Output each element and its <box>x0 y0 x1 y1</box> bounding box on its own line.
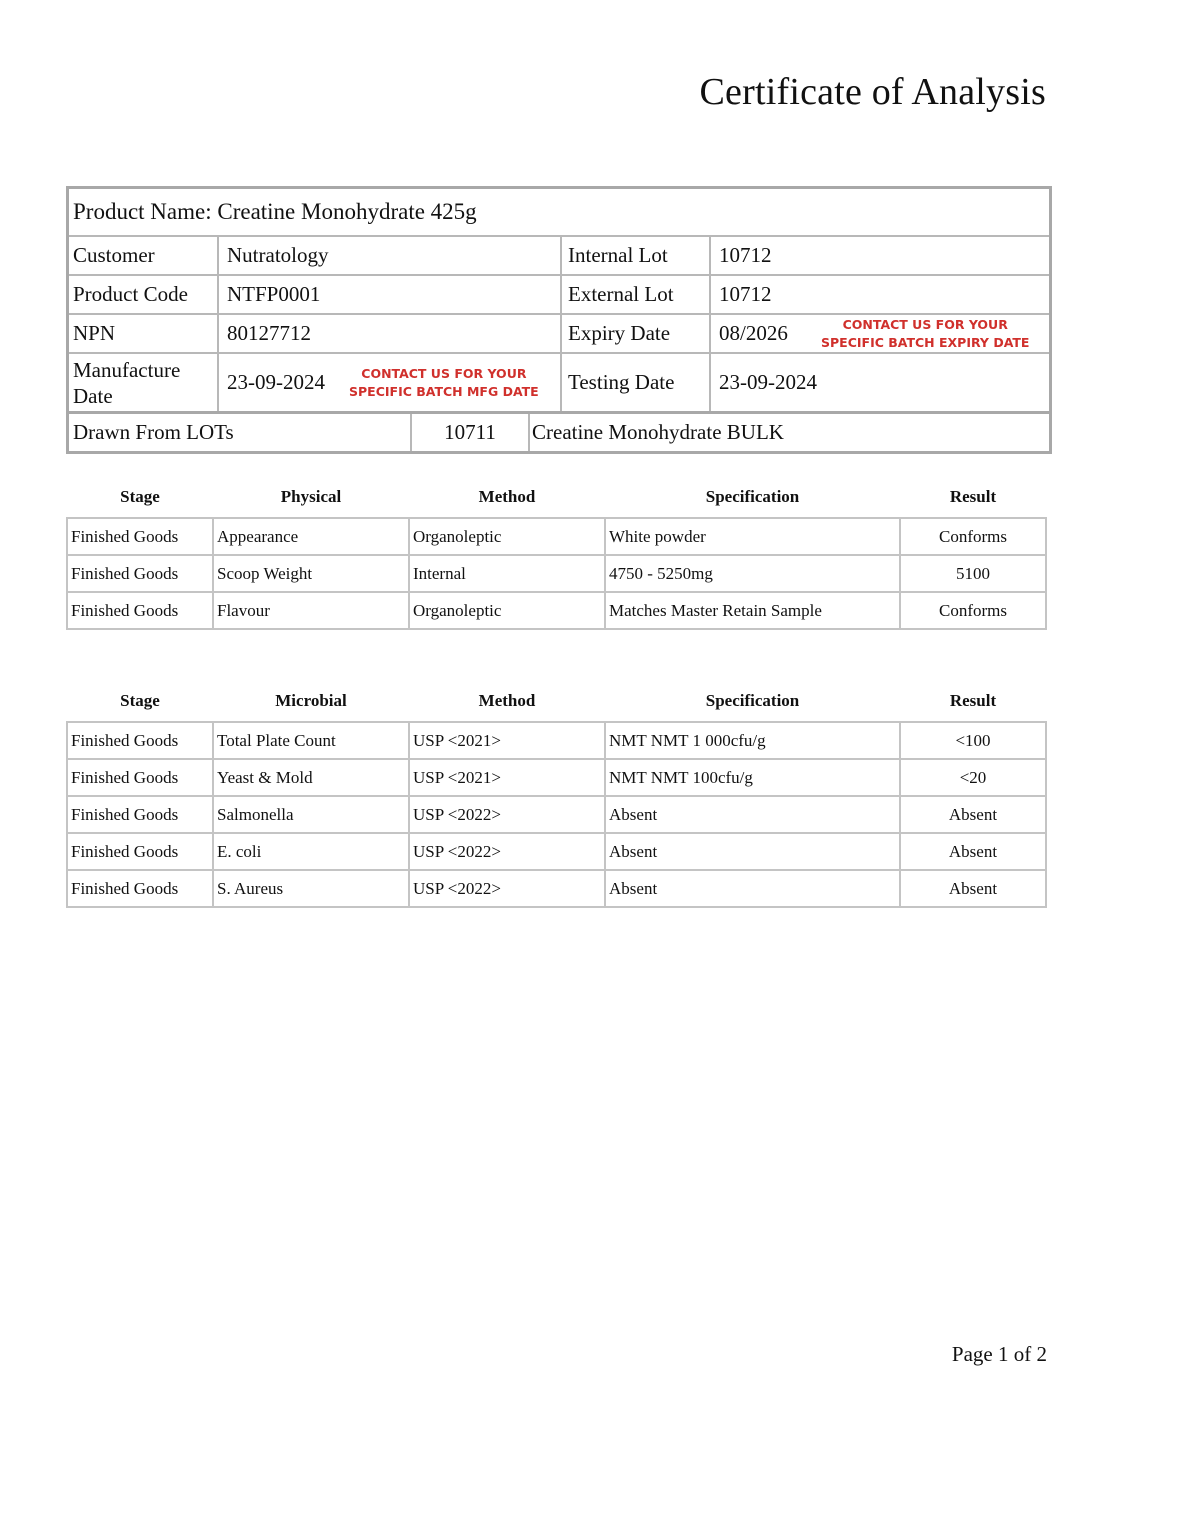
npn-value: 80127712 <box>217 315 560 352</box>
test-cell: Yeast & Mold <box>213 759 409 796</box>
col-header-microbial: Microbial <box>275 691 347 710</box>
drawn-lot-description: Creatine Monohydrate BULK <box>528 414 1049 451</box>
col-header-physical: Physical <box>280 487 342 506</box>
test-cell: Flavour <box>213 592 409 629</box>
result-cell: Absent <box>900 833 1046 870</box>
method-cell: USP <2021> <box>409 722 605 759</box>
specification-cell: 4750 - 5250mg <box>605 555 900 592</box>
col-header-specification: Specification <box>705 691 800 710</box>
specification-cell: Absent <box>605 870 900 907</box>
stage-cell: Finished Goods <box>67 833 213 870</box>
specification-cell: Absent <box>605 833 900 870</box>
result-cell: <100 <box>900 722 1046 759</box>
test-cell: Scoop Weight <box>213 555 409 592</box>
testing-date-label: Testing Date <box>560 354 709 411</box>
testing-date-value: 23-09-2024 <box>709 354 1049 411</box>
internal-lot-value: 10712 <box>709 237 1049 274</box>
test-cell: Total Plate Count <box>213 722 409 759</box>
drawn-from-label: Drawn From LOTs <box>73 420 234 444</box>
result-cell: Absent <box>900 870 1046 907</box>
product-code-label: Product Code <box>73 282 188 306</box>
table-row <box>67 796 1046 833</box>
specification-cell: NMT NMT 1 000cfu/g <box>605 722 900 759</box>
table-row <box>67 722 1046 759</box>
result-cell: Absent <box>900 796 1046 833</box>
expiry-note-line1: CONTACT US FOR YOUR <box>842 317 1008 332</box>
table-row <box>67 518 1046 555</box>
external-lot-value: 10712 <box>709 276 1049 313</box>
result-cell: <20 <box>900 759 1046 796</box>
product-info-table <box>66 186 1052 454</box>
manufacture-date-label: Manufacture Date <box>73 357 181 408</box>
table-row <box>67 833 1046 870</box>
result-cell: 5100 <box>900 555 1046 592</box>
method-cell: USP <2021> <box>409 759 605 796</box>
microbial-results-table <box>66 681 1047 908</box>
expiry-contact-note <box>821 316 1029 352</box>
col-header-result: Result <box>949 691 997 710</box>
product-code-value: NTFP0001 <box>217 276 560 313</box>
expiry-date-value: 08/2026 <box>719 321 788 345</box>
manufacture-date-value: 23-09-2024 <box>227 370 325 394</box>
specification-cell: Absent <box>605 796 900 833</box>
stage-cell: Finished Goods <box>67 759 213 796</box>
method-cell: Organoleptic <box>409 592 605 629</box>
external-lot-label: External Lot <box>560 276 709 313</box>
result-cell: Conforms <box>900 592 1046 629</box>
product-name: Product Name: Creatine Monohydrate 425g <box>73 199 477 224</box>
expiry-date-cell <box>709 315 1049 352</box>
product-name-row <box>69 189 1049 235</box>
test-cell: E. coli <box>213 833 409 870</box>
internal-lot-label: Internal Lot <box>560 237 709 274</box>
drawn-from-row <box>69 411 1049 451</box>
manufacture-date-cell <box>217 354 560 411</box>
info-row-npn <box>69 313 1049 352</box>
table-row <box>67 759 1046 796</box>
info-row-manufacture <box>69 352 1049 411</box>
col-header-method: Method <box>478 487 536 506</box>
expiry-date-label: Expiry Date <box>560 315 709 352</box>
expiry-note-line2: SPECIFIC BATCH EXPIRY DATE <box>821 335 1030 350</box>
col-header-method: Method <box>478 691 536 710</box>
method-cell: USP <2022> <box>409 796 605 833</box>
stage-cell: Finished Goods <box>67 722 213 759</box>
specification-cell: White powder <box>605 518 900 555</box>
table-row <box>67 870 1046 907</box>
test-cell: Salmonella <box>213 796 409 833</box>
physical-results-table <box>66 477 1047 630</box>
col-header-specification: Specification <box>705 487 800 506</box>
col-header-stage: Stage <box>120 691 160 710</box>
table-row <box>67 555 1046 592</box>
page-number: Page 1 of 2 <box>951 1342 1047 1366</box>
method-cell: USP <2022> <box>409 833 605 870</box>
method-cell: USP <2022> <box>409 870 605 907</box>
info-row-product-code <box>69 274 1049 313</box>
mfg-note-line2: SPECIFIC BATCH MFG DATE <box>349 384 539 399</box>
microbial-header-row <box>67 681 1046 722</box>
stage-cell: Finished Goods <box>67 518 213 555</box>
stage-cell: Finished Goods <box>67 796 213 833</box>
customer-label: Customer <box>73 243 155 267</box>
physical-header-row <box>67 477 1046 518</box>
stage-cell: Finished Goods <box>67 870 213 907</box>
info-row-customer <box>69 235 1049 274</box>
document-title: Certificate of Analysis <box>699 71 1046 113</box>
col-header-stage: Stage <box>120 487 160 506</box>
method-cell: Internal <box>409 555 605 592</box>
drawn-lot-number: 10711 <box>410 414 528 451</box>
npn-label: NPN <box>73 321 116 345</box>
mfg-note-line1: CONTACT US FOR YOUR <box>361 366 527 381</box>
method-cell: Organoleptic <box>409 518 605 555</box>
stage-cell: Finished Goods <box>67 592 213 629</box>
col-header-result: Result <box>949 487 997 506</box>
specification-cell: NMT NMT 100cfu/g <box>605 759 900 796</box>
customer-value: Nutratology <box>217 237 560 274</box>
test-cell: Appearance <box>213 518 409 555</box>
table-row <box>67 592 1046 629</box>
result-cell: Conforms <box>900 518 1046 555</box>
mfg-contact-note <box>349 365 539 401</box>
test-cell: S. Aureus <box>213 870 409 907</box>
specification-cell: Matches Master Retain Sample <box>605 592 900 629</box>
stage-cell: Finished Goods <box>67 555 213 592</box>
